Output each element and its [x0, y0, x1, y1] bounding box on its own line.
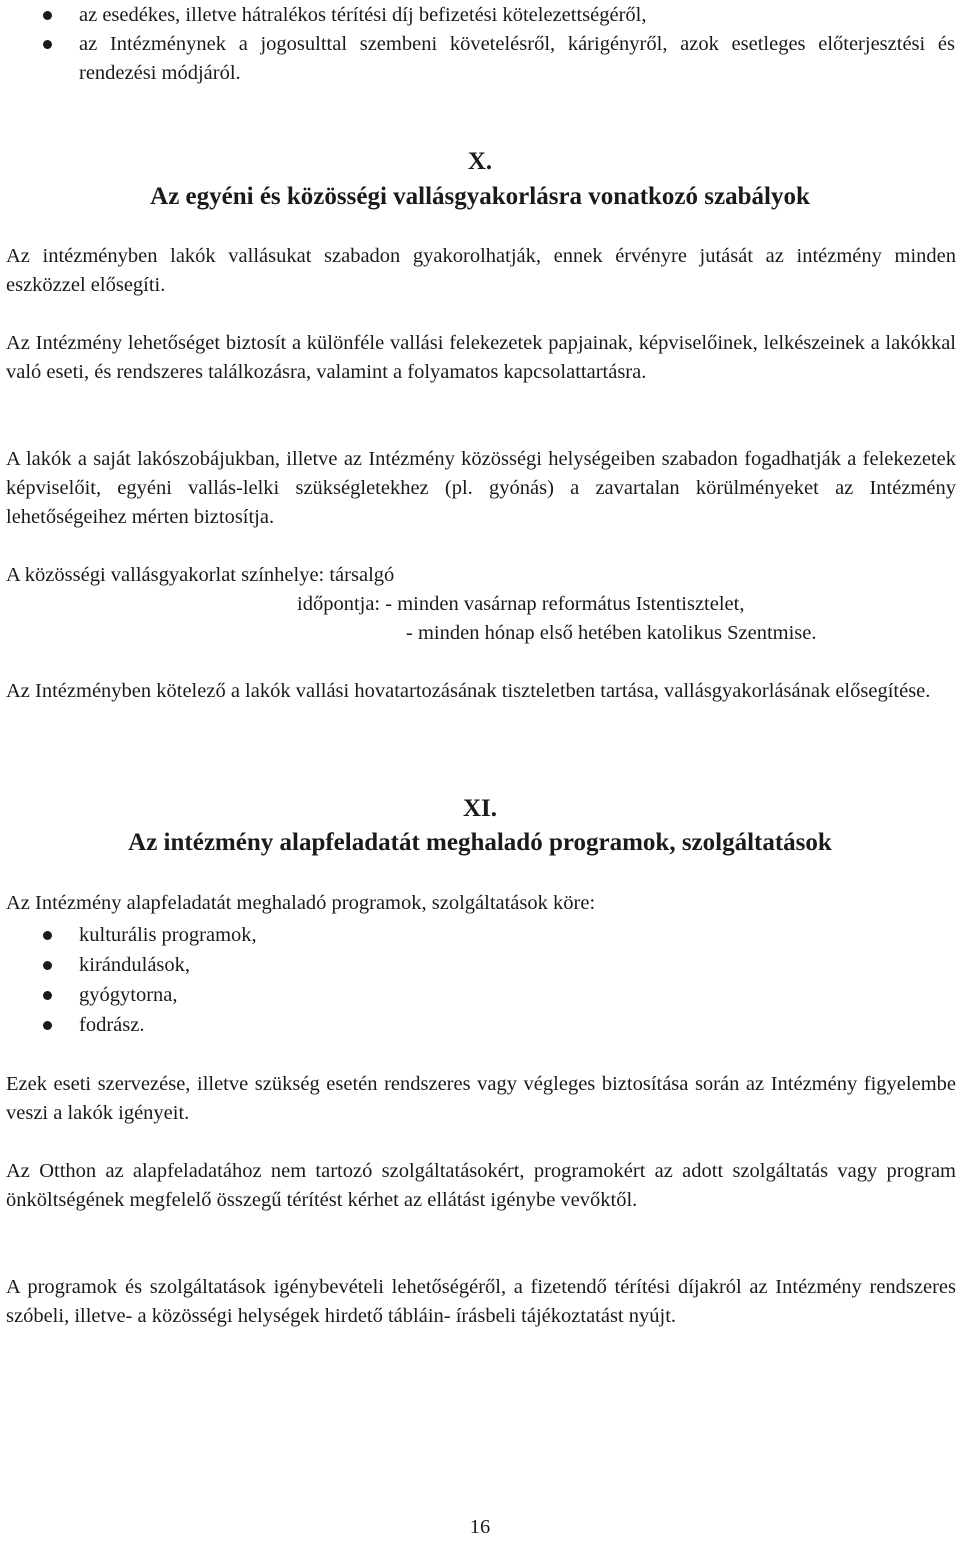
section-x-title: Az egyéni és közösségi vallásgyakorlásra vonatkozó szabályok: [150, 183, 810, 210]
top-bullet-list: [0, 1, 955, 88]
section-xi-paragraph-2: Az Otthon az alapfeladatához nem tartozó szolgáltatásokért, programokért az adott szolgáltatás vagy program önköltségének megfelelő összegű térítést kérhet az ellátást igénybe vevőktől.: [6, 1160, 956, 1211]
list-item-text: az Intézménynek a jogosulttal szembeni követelésről, kárigényről, azok esetleges előterjesztési és rendezési módjáról.: [79, 33, 955, 84]
list-item: [0, 921, 700, 951]
section-xi-title: Az intézmény alapfeladatát meghaladó programok, szolgáltatások: [128, 829, 832, 856]
list-item-text: gyógytorna,: [79, 984, 178, 1006]
section-x-paragraph-2: Az Intézmény lehetőséget biztosít a különféle vallási felekezetek papjainak, képviselőinek, lelkészeinek a lakókkal való eseti, és rendszeres találkozásra, valamint a folyamatos kapcsolattartásra.: [6, 332, 956, 383]
section-x-paragraph-1: Az intézményben lakók vallásukat szabadon gyakorolhatják, ennek érvényre jutását az intézmény minden eszközzel elősegíti.: [6, 245, 956, 296]
section-x-closing: Az Intézményben kötelező a lakók vallási hovatartozásának tiszteletben tartása, vallásgyakorlásának elősegítése.: [6, 680, 931, 702]
section-xi-number: XI.: [462, 795, 498, 822]
list-item: [0, 981, 700, 1011]
list-item-text: fodrász.: [79, 1014, 145, 1036]
bullet-icon: [43, 1021, 52, 1030]
bullet-icon: [43, 40, 52, 49]
list-item: [0, 1011, 700, 1041]
list-item: [0, 1, 955, 30]
list-item: [0, 951, 700, 981]
section-x-paragraph-3: A lakók a saját lakószobájukban, illetve az Intézmény közösségi helységeiben szabadon fogadhatják a felekezetek képviselőit, egyéni vallás-lelki szükségletekhez (pl. gyónás) a zavartalan körülményeket az Intézmény lehetőségeihez mérten biztosítja.: [6, 448, 956, 528]
bullet-icon: [43, 961, 52, 970]
bullet-icon: [43, 931, 52, 940]
section-xi-paragraph-1: Ezek eseti szervezése, illetve szükség esetén rendszeres vagy végleges biztosítása során az Intézmény figyelembe veszi a lakók igényeit.: [6, 1073, 956, 1124]
list-item-text: kulturális programok,: [79, 924, 257, 946]
schedule-time-1: időpontja: - minden vasárnap református Istentisztelet,: [297, 593, 745, 615]
section-xi-paragraph-3: A programok és szolgáltatások igénybevételi lehetőségéről, a fizetendő térítési díjakról az Intézmény rendszeres szóbeli, illetve- a közösségi helységek hirdető tábláin- írásbeli tájékoztatást nyújt.: [6, 1276, 956, 1327]
list-item-text: kirándulások,: [79, 954, 191, 976]
section-x-number: X.: [467, 148, 493, 175]
schedule-venue: A közösségi vallásgyakorlat színhelye: társalgó: [6, 564, 395, 586]
bullet-icon: [43, 11, 52, 20]
services-list: [0, 921, 700, 1041]
page-number: 16: [469, 1516, 491, 1538]
schedule-time-2: - minden hónap első hetében katolikus Szentmise.: [406, 622, 817, 644]
bullet-icon: [43, 991, 52, 1000]
list-item-text: az esedékes, illetve hátralékos térítési díj befizetési kötelezettségéről,: [79, 4, 647, 26]
list-item: [0, 30, 955, 88]
section-xi-intro: Az Intézmény alapfeladatát meghaladó programok, szolgáltatások köre:: [6, 892, 596, 914]
